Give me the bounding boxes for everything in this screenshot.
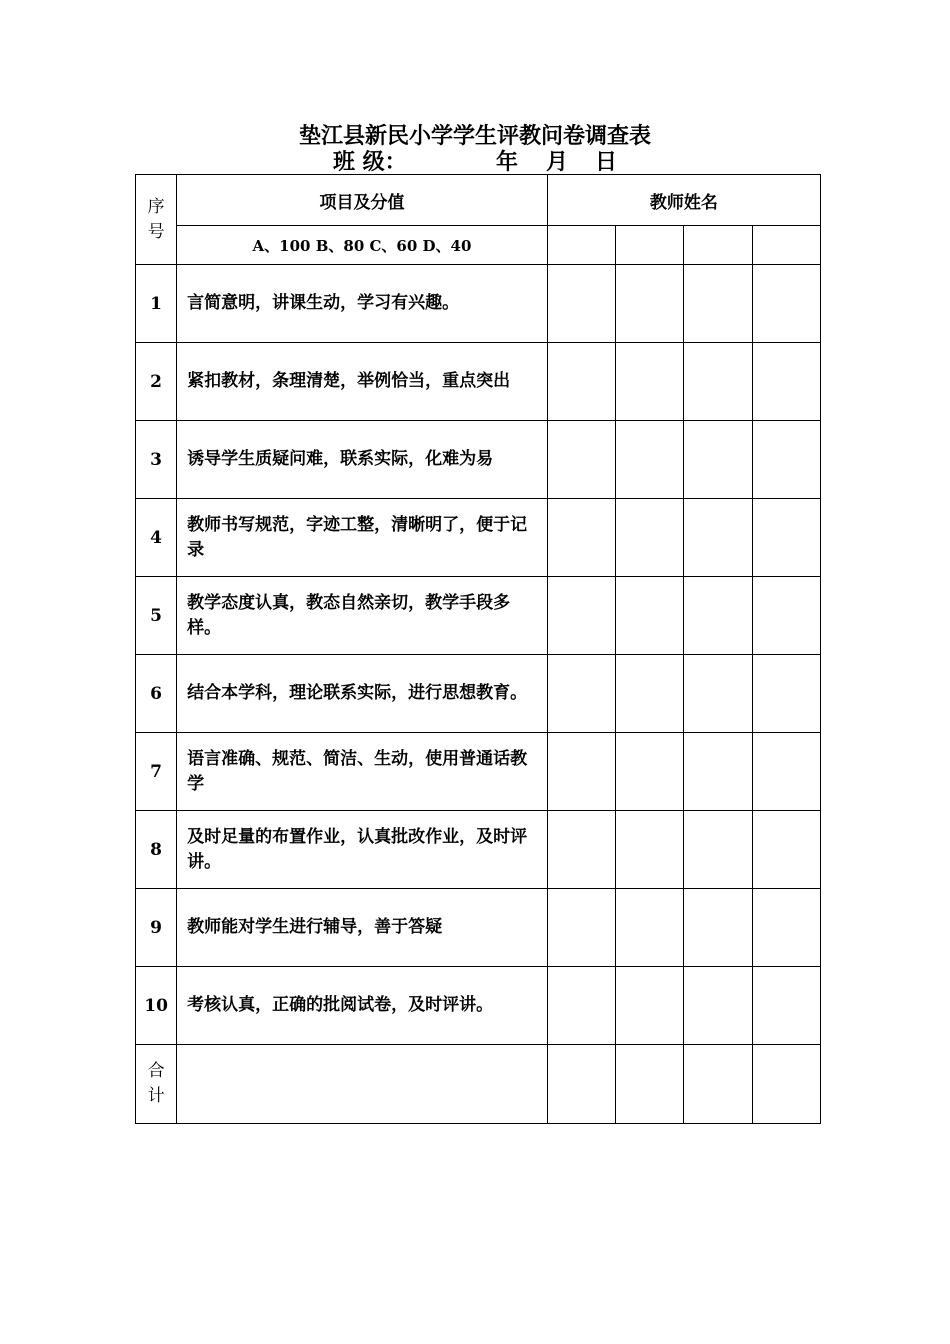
header-row — [136, 175, 821, 226]
table-row — [136, 733, 821, 811]
score-cell[interactable] — [616, 499, 684, 577]
score-cell[interactable] — [547, 343, 615, 421]
score-cell[interactable] — [616, 967, 684, 1045]
row-item-text: 结合本学科，理论联系实际，进行思想教育。 — [177, 655, 548, 733]
header-number-cell — [136, 175, 177, 265]
year-label: 年 — [496, 149, 519, 175]
header-number: 序号 — [147, 196, 165, 242]
score-cell[interactable] — [547, 889, 615, 967]
score-cell[interactable] — [684, 811, 752, 889]
row-number: 1 — [136, 265, 177, 343]
score-cell[interactable] — [752, 733, 820, 811]
day-label: 日 — [595, 149, 618, 175]
score-cell[interactable] — [684, 577, 752, 655]
score-cell[interactable] — [547, 265, 615, 343]
score-cell[interactable] — [752, 343, 820, 421]
score-cell[interactable] — [684, 655, 752, 733]
header-item: 项目及分值 — [177, 175, 548, 226]
score-cell[interactable] — [547, 967, 615, 1045]
row-number: 9 — [136, 889, 177, 967]
score-cell[interactable] — [752, 655, 820, 733]
score-cell[interactable] — [616, 889, 684, 967]
row-item-text: 紧扣教材，条理清楚，举例恰当，重点突出 — [177, 343, 548, 421]
score-cell[interactable] — [616, 655, 684, 733]
table-row — [136, 265, 821, 343]
score-cell[interactable] — [547, 421, 615, 499]
score-cell[interactable] — [684, 967, 752, 1045]
table-row — [136, 577, 821, 655]
table-row — [136, 811, 821, 889]
row-number: 8 — [136, 811, 177, 889]
score-cell[interactable] — [752, 889, 820, 967]
score-cell[interactable] — [616, 733, 684, 811]
row-item-text: 诱导学生质疑问难，联系实际，化难为易 — [177, 421, 548, 499]
score-cell[interactable] — [616, 577, 684, 655]
total-score-cell[interactable] — [547, 1045, 615, 1124]
table-row — [136, 499, 821, 577]
scale-row — [136, 226, 821, 265]
score-cell[interactable] — [752, 265, 820, 343]
subtitle-line — [333, 149, 633, 175]
month-label: 月 — [546, 149, 569, 175]
score-cell[interactable] — [684, 499, 752, 577]
score-cell[interactable] — [547, 655, 615, 733]
score-cell[interactable] — [684, 265, 752, 343]
score-cell[interactable] — [684, 421, 752, 499]
survey-table — [135, 174, 821, 1124]
score-cell[interactable] — [547, 499, 615, 577]
row-number: 10 — [136, 967, 177, 1045]
row-number: 2 — [136, 343, 177, 421]
score-cell[interactable] — [616, 265, 684, 343]
header-teacher-name: 教师姓名 — [547, 175, 820, 226]
score-cell[interactable] — [616, 343, 684, 421]
page-title: 垫江县新民小学学生评教问卷调查表 — [298, 123, 651, 149]
table-row — [136, 343, 821, 421]
teacher-column-3[interactable] — [684, 226, 752, 265]
total-label-cell — [136, 1045, 177, 1124]
row-item-text: 考核认真，正确的批阅试卷，及时评讲。 — [177, 967, 548, 1045]
total-item-cell — [177, 1045, 548, 1124]
score-cell[interactable] — [547, 733, 615, 811]
score-cell[interactable] — [547, 811, 615, 889]
score-cell[interactable] — [616, 811, 684, 889]
row-number: 3 — [136, 421, 177, 499]
row-number: 4 — [136, 499, 177, 577]
score-cell[interactable] — [752, 967, 820, 1045]
score-cell[interactable] — [547, 577, 615, 655]
teacher-column-1[interactable] — [547, 226, 615, 265]
row-item-text: 教师能对学生进行辅导，善于答疑 — [177, 889, 548, 967]
table-row — [136, 421, 821, 499]
row-item-text: 教学态度认真，教态自然亲切，教学手段多样。 — [177, 577, 548, 655]
row-number: 6 — [136, 655, 177, 733]
score-cell[interactable] — [616, 421, 684, 499]
score-cell[interactable] — [752, 421, 820, 499]
row-item-text: 及时足量的布置作业，认真批改作业，及时评讲。 — [177, 811, 548, 889]
score-cell[interactable] — [752, 577, 820, 655]
row-item-text: 言简意明，讲课生动，学习有兴趣。 — [177, 265, 548, 343]
class-label: 班 级： — [333, 149, 407, 175]
table-row — [136, 889, 821, 967]
score-scale: A、100 B、80 C、60 D、40 — [177, 226, 548, 265]
total-score-cell[interactable] — [684, 1045, 752, 1124]
table-row — [136, 655, 821, 733]
total-row — [136, 1045, 821, 1124]
table-row — [136, 967, 821, 1045]
teacher-column-2[interactable] — [616, 226, 684, 265]
total-label: 合计 — [147, 1061, 165, 1106]
row-number: 5 — [136, 577, 177, 655]
total-score-cell[interactable] — [616, 1045, 684, 1124]
total-score-cell[interactable] — [752, 1045, 820, 1124]
teacher-column-4[interactable] — [752, 226, 820, 265]
row-item-text: 教师书写规范，字迹工整，清晰明了，便于记录 — [177, 499, 548, 577]
score-cell[interactable] — [752, 811, 820, 889]
score-cell[interactable] — [752, 499, 820, 577]
row-number: 7 — [136, 733, 177, 811]
row-item-text: 语言准确、规范、简洁、生动，使用普通话教学 — [177, 733, 548, 811]
score-cell[interactable] — [684, 733, 752, 811]
score-cell[interactable] — [684, 343, 752, 421]
score-cell[interactable] — [684, 889, 752, 967]
